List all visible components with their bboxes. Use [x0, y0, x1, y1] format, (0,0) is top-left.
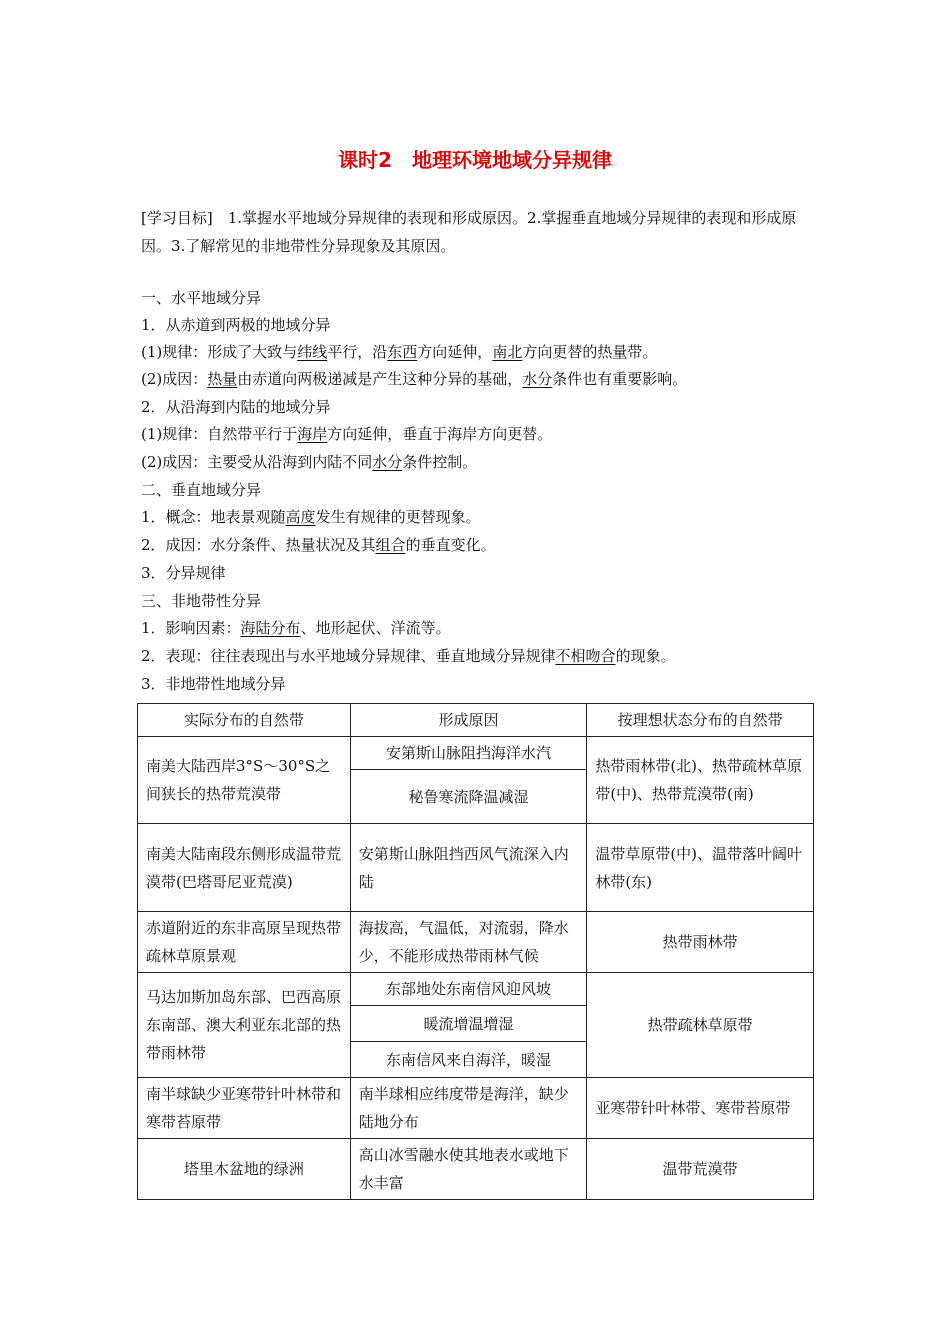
table-header: 按理想状态分布的自然带: [587, 704, 814, 737]
table-cell: 海拔高，气温低，对流弱，降水少，不能形成热带雨林气候: [350, 912, 587, 973]
azonal-table: [137, 703, 814, 1200]
table-row: [138, 737, 814, 770]
fill-blank-answer: 纬线: [297, 343, 328, 361]
objectives-text: 1.掌握水平地域分异规律的表现和形成原因。2.掌握垂直地域分异规律的表现和形成原因。3.了解常见的非地带性分异现象及其原因。: [141, 209, 797, 255]
subheading-azonal-table: 3．非地带性地域分异: [141, 675, 286, 693]
learning-objectives: [141, 204, 816, 260]
table-cell: 塔里木盆地的绿洲: [138, 1139, 351, 1200]
table-row: [138, 912, 814, 973]
fill-blank-answer: 热量: [207, 370, 238, 388]
table-cell: 南美大陆西岸3°S～30°S之间狭长的热带荒漠带: [138, 737, 351, 824]
text-part: 条件也有重要影响。: [552, 370, 688, 388]
section-heading-azonal: 三、非地带性分异: [141, 592, 262, 610]
text-cause-3: [141, 535, 496, 555]
table-cell: 高山冰雪融水使其地表水或地下水丰富: [350, 1139, 587, 1200]
table-header: 形成原因: [350, 704, 587, 737]
fill-blank-answer: 组合: [375, 536, 406, 554]
text-part: (1)规律：形成了大致与: [141, 343, 298, 361]
text-part: 、地形起伏、洋流等。: [300, 619, 451, 637]
fill-blank-answer: 海岸: [297, 425, 328, 443]
table-cell: 秘鲁寒流降温减湿: [350, 770, 587, 824]
text-part: 2．表现：往往表现出与水平地域分异规律、垂直地域分异规律: [141, 647, 556, 665]
text-part: 发生有规律的更替现象。: [315, 508, 481, 526]
fill-blank-answer: 东西: [387, 343, 418, 361]
table-cell: 马达加斯加岛东部、巴西高原东南部、澳大利亚东北部的热带雨林带: [138, 973, 351, 1078]
fill-blank-answer: 水分: [522, 370, 553, 388]
fill-blank-answer: 不相吻合: [555, 647, 616, 665]
subheading-vertical-rule: 3．分异规律: [141, 564, 226, 582]
table-header: 实际分布的自然带: [138, 704, 351, 737]
section-heading-vertical: 二、垂直地域分异: [141, 481, 262, 499]
text-part: (2)成因：主要受从沿海到内陆不同: [141, 453, 373, 471]
text-rule-1: [141, 342, 657, 362]
section-heading-horizontal: 一、水平地域分异: [141, 289, 262, 307]
table-row: [138, 1078, 814, 1139]
text-part: 2．成因：水分条件、热量状况及其: [141, 536, 376, 554]
fill-blank-answer: 高度: [285, 508, 316, 526]
text-part: 方向延伸，垂直于海岸方向更替。: [327, 425, 553, 443]
text-part: 1．概念：地表景观随: [141, 508, 286, 526]
table-cell: 安第斯山脉阻挡西风气流深入内陆: [350, 824, 587, 912]
text-part: 平行，沿: [327, 343, 388, 361]
table-cell: 东部地处东南信风迎风坡: [350, 973, 587, 1006]
table-row: [138, 824, 814, 912]
text-cause-2: [141, 452, 477, 472]
text-manifestation: [141, 646, 676, 666]
table-cell: 南半球相应纬度带是海洋，缺少陆地分布: [350, 1078, 587, 1139]
text-factors: [141, 618, 451, 638]
table-cell: 热带疏林草原带: [587, 973, 814, 1078]
table-cell: 温带荒漠带: [587, 1139, 814, 1200]
page-title: 课时2 地理环境地域分异规律: [338, 148, 612, 172]
table-row: [138, 1139, 814, 1200]
text-part: 方向更替的热量带。: [522, 343, 658, 361]
text-part: 的现象。: [615, 647, 676, 665]
text-cause-1: [141, 369, 687, 389]
text-part: 由赤道向两极递减是产生这种分异的基础，: [237, 370, 523, 388]
text-rule-2: [141, 424, 552, 444]
table-cell: 热带雨林带: [587, 912, 814, 973]
table-row: [138, 973, 814, 1006]
subheading-coast-to-inland: 2．从沿海到内陆的地域分异: [141, 398, 331, 416]
table-cell: 南半球缺少亚寒带针叶林带和寒带苔原带: [138, 1078, 351, 1139]
text-part: (2)成因：: [141, 370, 208, 388]
fill-blank-answer: 水分: [372, 453, 403, 471]
table-header-row: [138, 704, 814, 737]
table-cell: 安第斯山脉阻挡海洋水汽: [350, 737, 587, 770]
table-cell: 热带雨林带(北)、热带疏林草原带(中)、热带荒漠带(南): [587, 737, 814, 824]
text-part: 1．影响因素：: [141, 619, 241, 637]
objectives-label: [学习目标]: [141, 209, 213, 227]
fill-blank-answer: 南北: [492, 343, 523, 361]
subheading-equator-to-poles: 1．从赤道到两极的地域分异: [141, 316, 331, 334]
table-cell: 暖流增温增湿: [350, 1006, 587, 1042]
table-cell: 亚寒带针叶林带、寒带苔原带: [587, 1078, 814, 1139]
text-part: 条件控制。: [402, 453, 478, 471]
text-part: 方向延伸，: [417, 343, 493, 361]
fill-blank-answer: 海陆分布: [240, 619, 301, 637]
text-concept: [141, 507, 481, 527]
text-part: (1)规律：自然带平行于: [141, 425, 298, 443]
table-cell: 东南信风来自海洋，暖湿: [350, 1042, 587, 1078]
table-cell: 南美大陆南段东侧形成温带荒漠带(巴塔哥尼亚荒漠): [138, 824, 351, 912]
table-cell: 温带草原带(中)、温带落叶阔叶林带(东): [587, 824, 814, 912]
table-cell: 赤道附近的东非高原呈现热带疏林草原景观: [138, 912, 351, 973]
text-part: 的垂直变化。: [405, 536, 496, 554]
